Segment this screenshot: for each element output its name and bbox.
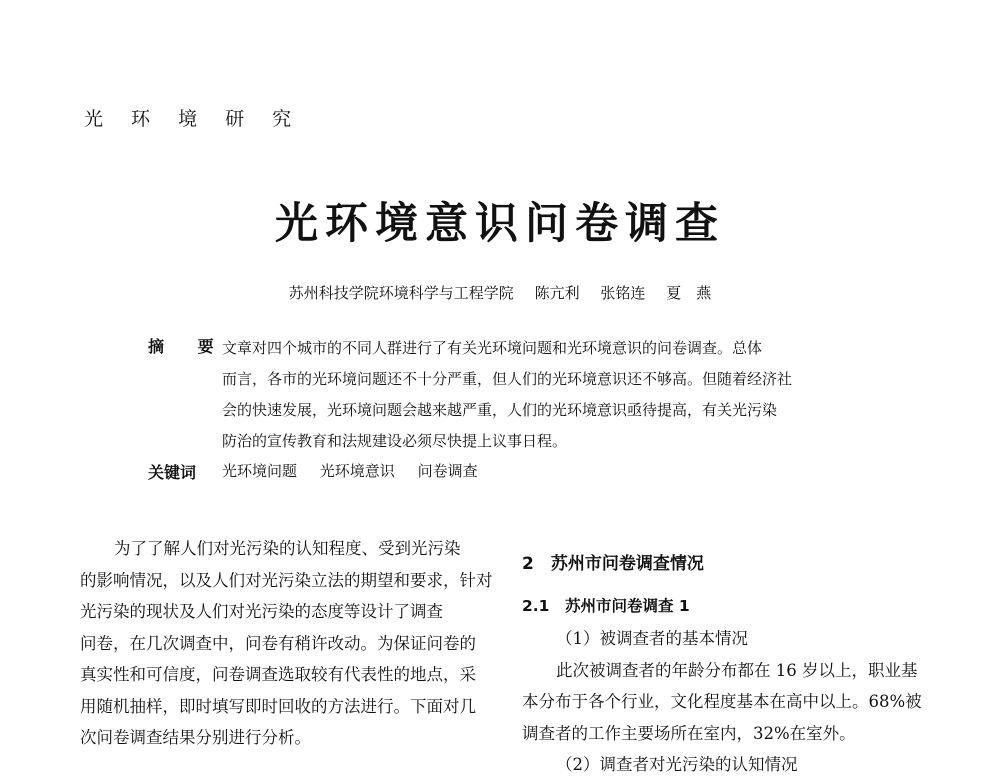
keyword: 问卷调查 [417, 462, 478, 480]
paper-title: 光环境意识问卷调查 [275, 199, 725, 249]
body-line: 次问卷调查结果分别进行分析。 [80, 728, 311, 747]
body-line: 真实性和可信度，问卷调查选取较有代表性的地点，采 [80, 665, 476, 684]
keywords [222, 460, 496, 481]
body-line: 此次被调查者的年龄分布都在 16 岁以上，职业基 [556, 660, 918, 680]
keyword: 光环境意识 [319, 462, 395, 480]
author: 陈亢利 [534, 284, 580, 302]
right-column-body [522, 623, 942, 781]
abstract-line: 文章对四个城市的不同人群进行了有关光环境问题和光环境意识的问卷调查。总体 [222, 339, 763, 357]
author: 夏 燕 [666, 284, 712, 302]
section-label: 光 环 境 研 究 [84, 108, 303, 130]
abstract-label: 摘 要 [148, 337, 228, 356]
abstract-text [222, 333, 862, 457]
left-column-body [80, 533, 493, 754]
author: 张铭连 [600, 284, 646, 302]
keywords-label: 关键词 [148, 463, 197, 482]
body-line: 为了了解人们对光污染的认知程度、受到光污染 [114, 539, 461, 558]
abstract-line: 而言，各市的光环境问题还不十分严重，但人们的光环境意识还不够高。但随着经济社 [222, 370, 793, 388]
keyword: 光环境问题 [222, 462, 298, 480]
body-line: （1）被调查者的基本情况 [556, 629, 748, 648]
abstract-line: 防治的宣传教育和法规建设必须尽快提上议事日程。 [222, 432, 568, 450]
body-line: 用随机抽样，即时填写即时回收的方法进行。下面对几 [80, 696, 476, 716]
body-line: 的影响情况，以及人们对光污染立法的期望和要求，针对 [80, 570, 493, 590]
section-2-1-heading: 2.1 苏州市问卷调查 1 [522, 597, 690, 615]
author-line [0, 282, 1000, 303]
abstract-line: 会的快速发展，光环境问题会越来越严重，人们的光环境意识亟待提高，有关光污染 [222, 401, 778, 419]
body-line: 本分布于各个行业，文化程度基本在高中以上。68%被 [522, 692, 922, 711]
body-line: 光污染的现状及人们对光污染的态度等设计了调查 [80, 602, 443, 621]
body-line: 调查者的工作主要场所在室内，32%在室外。 [522, 723, 856, 743]
body-line: （2）调查者对光污染的认知情况 [556, 755, 798, 774]
body-line: 问卷，在几次调查中，问卷有稍许改动。为保证问卷的 [80, 633, 476, 653]
affiliation: 苏州科技学院环境科学与工程学院 [288, 284, 514, 302]
section-2-heading: 2 苏州市问卷调查情况 [522, 554, 704, 574]
